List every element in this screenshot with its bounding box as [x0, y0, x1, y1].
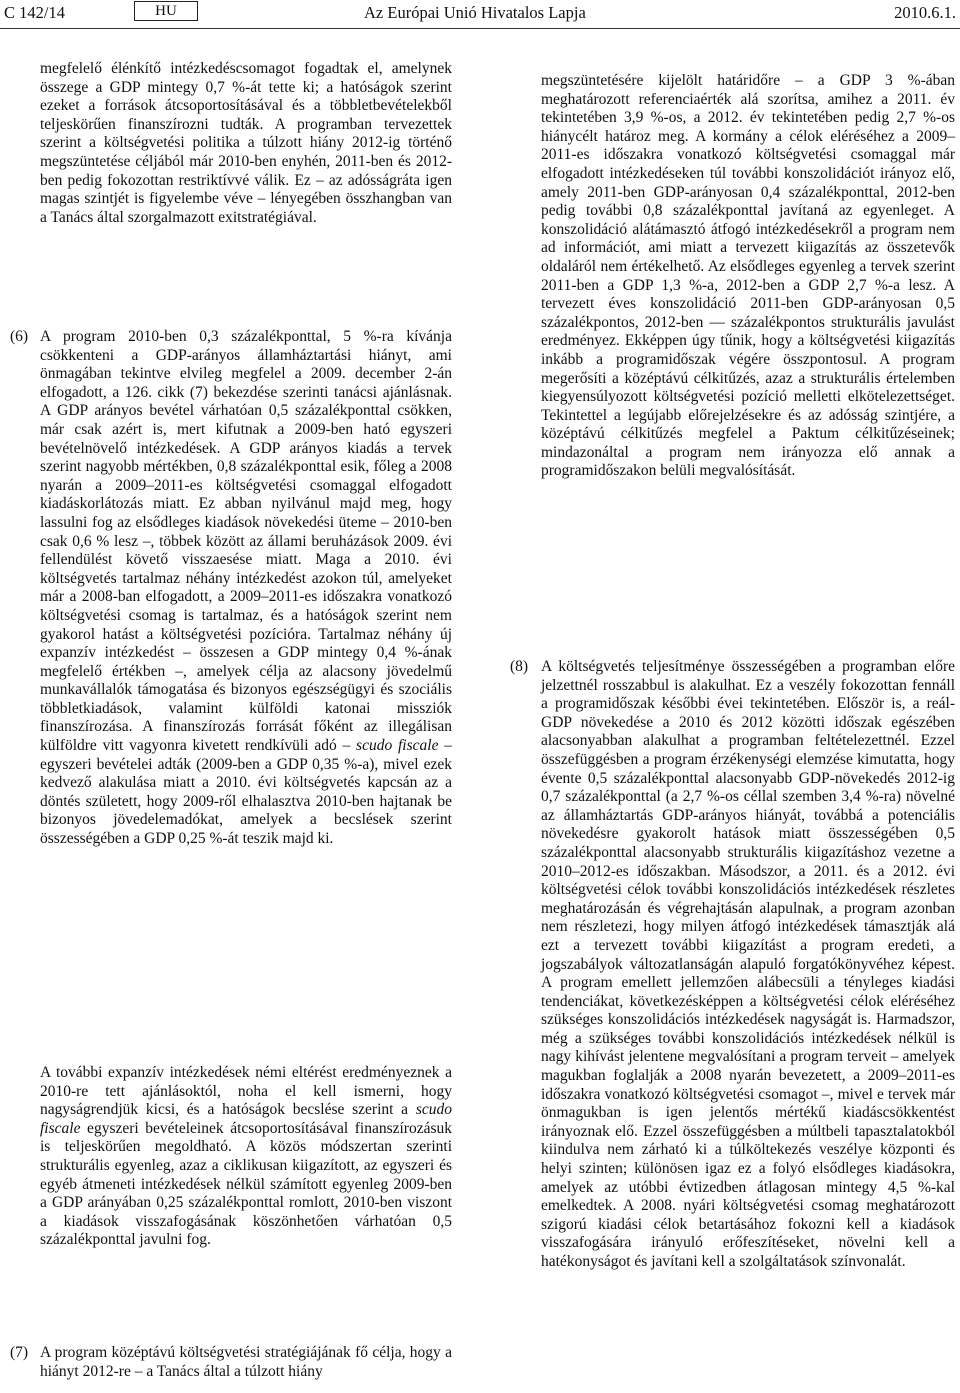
paragraph-6-continued — [40, 1064, 452, 1250]
paragraph-number-7: (7) — [10, 1344, 29, 1361]
language-badge: HU — [134, 1, 198, 21]
paragraph-8-text: A költségvetés teljesítménye összességében a programban előre jelzettnél rosszabbul is alakulhat. Ez a veszély fokozottan fennáll a programidőszak későbbi évei tekintetében. Először is, a reál-GDP növekedése a 2010 és 2012 közötti időszak egészében alacsonyabban alakulhat a programban feltételezettnél. Ezzel összefüggésben a program érzékenységi elemzése kimutatta, hogy évente 0,5 százalékponttal alacsonyabb GDP-növekedés 2012-ig 0,7 százalékponttal (a 2,7 %-os céllal szemben 3,4 %-ra) növelné az államháztartás GDP-arányos hiányát, továbbá a potenciális növekedésre gyakorolt hatások miatt összességében 0,5 százalékponttal alacsonyabb strukturális kiigazításhoz vezetne a 2010–2012-es időszakban. Másodszor, a 2011. és a 2012. évi költségvetési célok további konszolidációs intézkedések részletes meghatározásán és végrehajtásán alapulnak, a program azonban nem részletezi, hogy milyen átfogó intézkedések támasztják alá ezt a tervezett további kiigazítást a program eredeti, a jogszabályok változatlanságán alapuló forgatókönyvéhez képest. A program emellett jellemzően alábecsüli a tényleges kiadási tendenciákat, következésképpen a költségvetési célok eléréséhez szükséges konszolidációs intézkedések nagyságát is. Harmadszor, még a szükséges további konszolidációs intézkedések nélkül is nagy kihívást jelentene megvalósítani a program terveit – amelyek magukban foglalják a 2008 nyarán bevezetett, a 2009–2011-es időszakra vonatkozó költségvetési csomagot –, mivel e tervek már önmagukban is igen jelentős mértékű kiadáscsökkentést irányoznak elő. Ezzel összefüggésben a múltbeli tapasztalatokból kiindulva nem zárható ki a túlköltekezés veszélye központi és helyi szinten; különösen igaz ez a folyó elsődleges kiadásokra, amelyek az utóbbi évtizedben átlagosan mintegy 4,5 %-kal emelkedtek. A 2008. nyári költségvetési csomag meghatározott szigorú kiadási célok betartásához fokozni kell a kiadások visszafogására irányuló erőfeszítéseket, növelni kell a hatékonyságot és javítani kell a szolgáltatások színvonalát. — [541, 658, 955, 1270]
page-header — [0, 0, 960, 36]
paragraph-8 — [541, 658, 955, 1272]
paragraph-7-continued — [541, 72, 955, 481]
paragraph-6-italic-term: scudo fiscale — [356, 737, 439, 755]
paragraph-number-6: (6) — [10, 328, 29, 345]
paragraph-text: megfelelő élénkítő intézkedéscsomagot fogadtak el, amelynek összege a GDP mintegy 0,7 %-át tette ki; a hatóságok szerint ezeket a források átcsoportosításával és a többletbevételekből teljeskörűen finanszírozni tudták. A programban tervezettek szerint a költségvetési politika a túlzott hiány 2012-ig történő megszüntetése céljából már 2010-ben enyhén, 2011-ben és 2012-ben pedig fokozottan restriktívvé válik. Ez – az adósságráta igen magas szintjét is figyelembe véve – lényegében összhangban van a Tanács által szorgalmazott exitstratégiával. — [40, 60, 452, 226]
publication-date: 2010.6.1. — [894, 3, 956, 22]
paragraph-continuation — [40, 60, 452, 227]
paragraph-7 — [40, 1344, 452, 1381]
paragraph-6-part-a: A program 2010-ben 0,3 százalékponttal, 5 %-ra kívánja csökkenteni a GDP-arányos államháztartási hiányt, ami önmagában tekintve elvileg megfelel a 2009. december 2-án elfogadott, a 126. cikk (7) bekezdése szerinti tanácsi ajánlásnak. A GDP arányos bevétel várhatóan 0,5 százalékponttal csökken, már csak azért is, mert kifutnak a 2009-ben ható egyszeri bevételnövelő intézkedések. A GDP arányos kiadás a tervek szerint nagyobb mértékben, 0,8 százalékponttal esik, főleg a 2008 nyarán a 2009–2011-es költségvetési csomaggal elfogadott kiadáskorlátozás miatt. Ez abban nyilvánul majd meg, hogy lassulni fog az elsődleges kiadások növekedési üteme – 2010-ben csak 0,6 % lesz –, többek között az állami beruházások 2009. évi fellendülést követő visszaesése miatt. Maga a 2010. évi költségvetés tartalmaz néhány intézkedést azokon túl, amelyeket már a 2008-ban elfogadott, a 2009–2011-es időszakra vonatkozó költségvetési csomag is tartalmaz, és a hatóságok szerint nem gyakorol hatást a költségvetési pozícióra. Tartalmaz néhány új expanzív intézkedést – összesen a GDP mintegy 0,4 %-ának megfelelő értékben –, amelyek célja az alacsony jövedelmű munkavállalók támogatása és bizonyos egészségügyi és szociális többletkiadások, valamint külföldi katonai missziók finanszírozása. A finanszírozás forrását főként az illegálisan külföldre vitt vagyonra kivetett rendkívüli adó – — [40, 328, 452, 755]
header-divider — [0, 28, 960, 29]
page-reference: C 142/14 — [4, 3, 65, 22]
paragraph-6-part-b: – egyszeri bevételei adták (2009-ben a GDP 0,35 %-a), mivel ezek kedvező alakulása miatt a 2010. évi költségvetés kapcsán az a döntés született, hogy 2009-ről elhalasztva 2010-ben hajtanak be bizonyos jövedelemadókat, amelyek a becslések szerint összességében a GDP 0,25 %-át teszik majd ki. — [40, 737, 453, 848]
paragraph-6c-part-b: egyszeri bevételeinek átcsoportosításával finanszírozásuk is teljeskörűen megoldható. A közös módszertan szerinti strukturális egyenleg, azaz a ciklikusan kiigazított, az egyszeri és egyéb átmeneti intézkedések nélkül számított egyenleg 2009-ben a GDP arányában 0,25 százalékponttal romlott, 2010-ben viszont a kiadások visszafogásának köszönhetően várhatóan 0,5 százalékponttal javulni fog. — [40, 1119, 452, 1249]
paragraph-number-8: (8) — [510, 658, 529, 675]
paragraph-6c-part-a: A további expanzív intézkedések némi eltérést eredményeznek a 2010-re tett ajánlásoktól, noha el kell ismerni, hogy nagyságrendjük kicsi, és a hatóságok becslése szerint a — [40, 1064, 452, 1119]
paragraph-6c-italic-term: scudo fiscale — [40, 1101, 452, 1137]
paragraph-6c-text — [40, 1064, 452, 1250]
paragraph-6-text — [40, 328, 452, 849]
paragraph-7c-text: megszüntetésére kijelölt határidőre – a GDP 3 %-ában meghatározott referenciaérték alá szorítsa, amihez a 2011. év tekintetében 3,9 %-os, a 2012. év tekintetében pedig 2,7 %-os hiánycélt határoz meg. A kormány a célok eléréséhez a 2009–2011-es időszakra vonatkozó költségvetési csomaggal már elfogadott intézkedéseken túl további konszolidációt irányoz elő, amely 2011-ben GDP-arányosan 0,4 százalékponttal, 2012-ben pedig további 0,8 százalékponttal javítaná az egyenleget. A konszolidáció alátámasztó átfogó intézkedésekről a program nem ad információt, ami miatt a tervezett kiigazítás az összetevők oldaláról nem értékelhető. Az elsődleges egyenleg a tervek szerint 2011-ben a GDP 1,3 %-a, 2012-ben a GDP 2,7 %-a lesz. A tervezett éves konszolidáció 2011-ben GDP-arányosan 0,5 százalékpontos, 2012-ben — százalékpontos strukturális javulást eredményez. Ekképpen úgy tűnik, hogy a költségvetési kiigazítás inkább a programidőszak végére összpontosul. A program megerősíti a középtávú célkitűzés, azaz a strukturális értelemben kiegyensúlyozott költségvetési pozíció melletti elkötelezettséget. Tekintettel a legújabb előrejelzésekre és az adósság szintjére, a középtávú célkitűzés megfelel a Paktum célkitűzéseinek; mindazonáltal a program nem irányozza elő annak a programidőszakon belüli megvalósítását. — [541, 72, 955, 480]
journal-title: Az Európai Unió Hivatalos Lapja — [364, 3, 586, 22]
paragraph-7-text: A program középtávú költségvetési stratégiájának fő célja, hogy a hiányt 2012-re – a Tanács által a túlzott hiány — [40, 1344, 452, 1380]
paragraph-6 — [40, 328, 452, 849]
